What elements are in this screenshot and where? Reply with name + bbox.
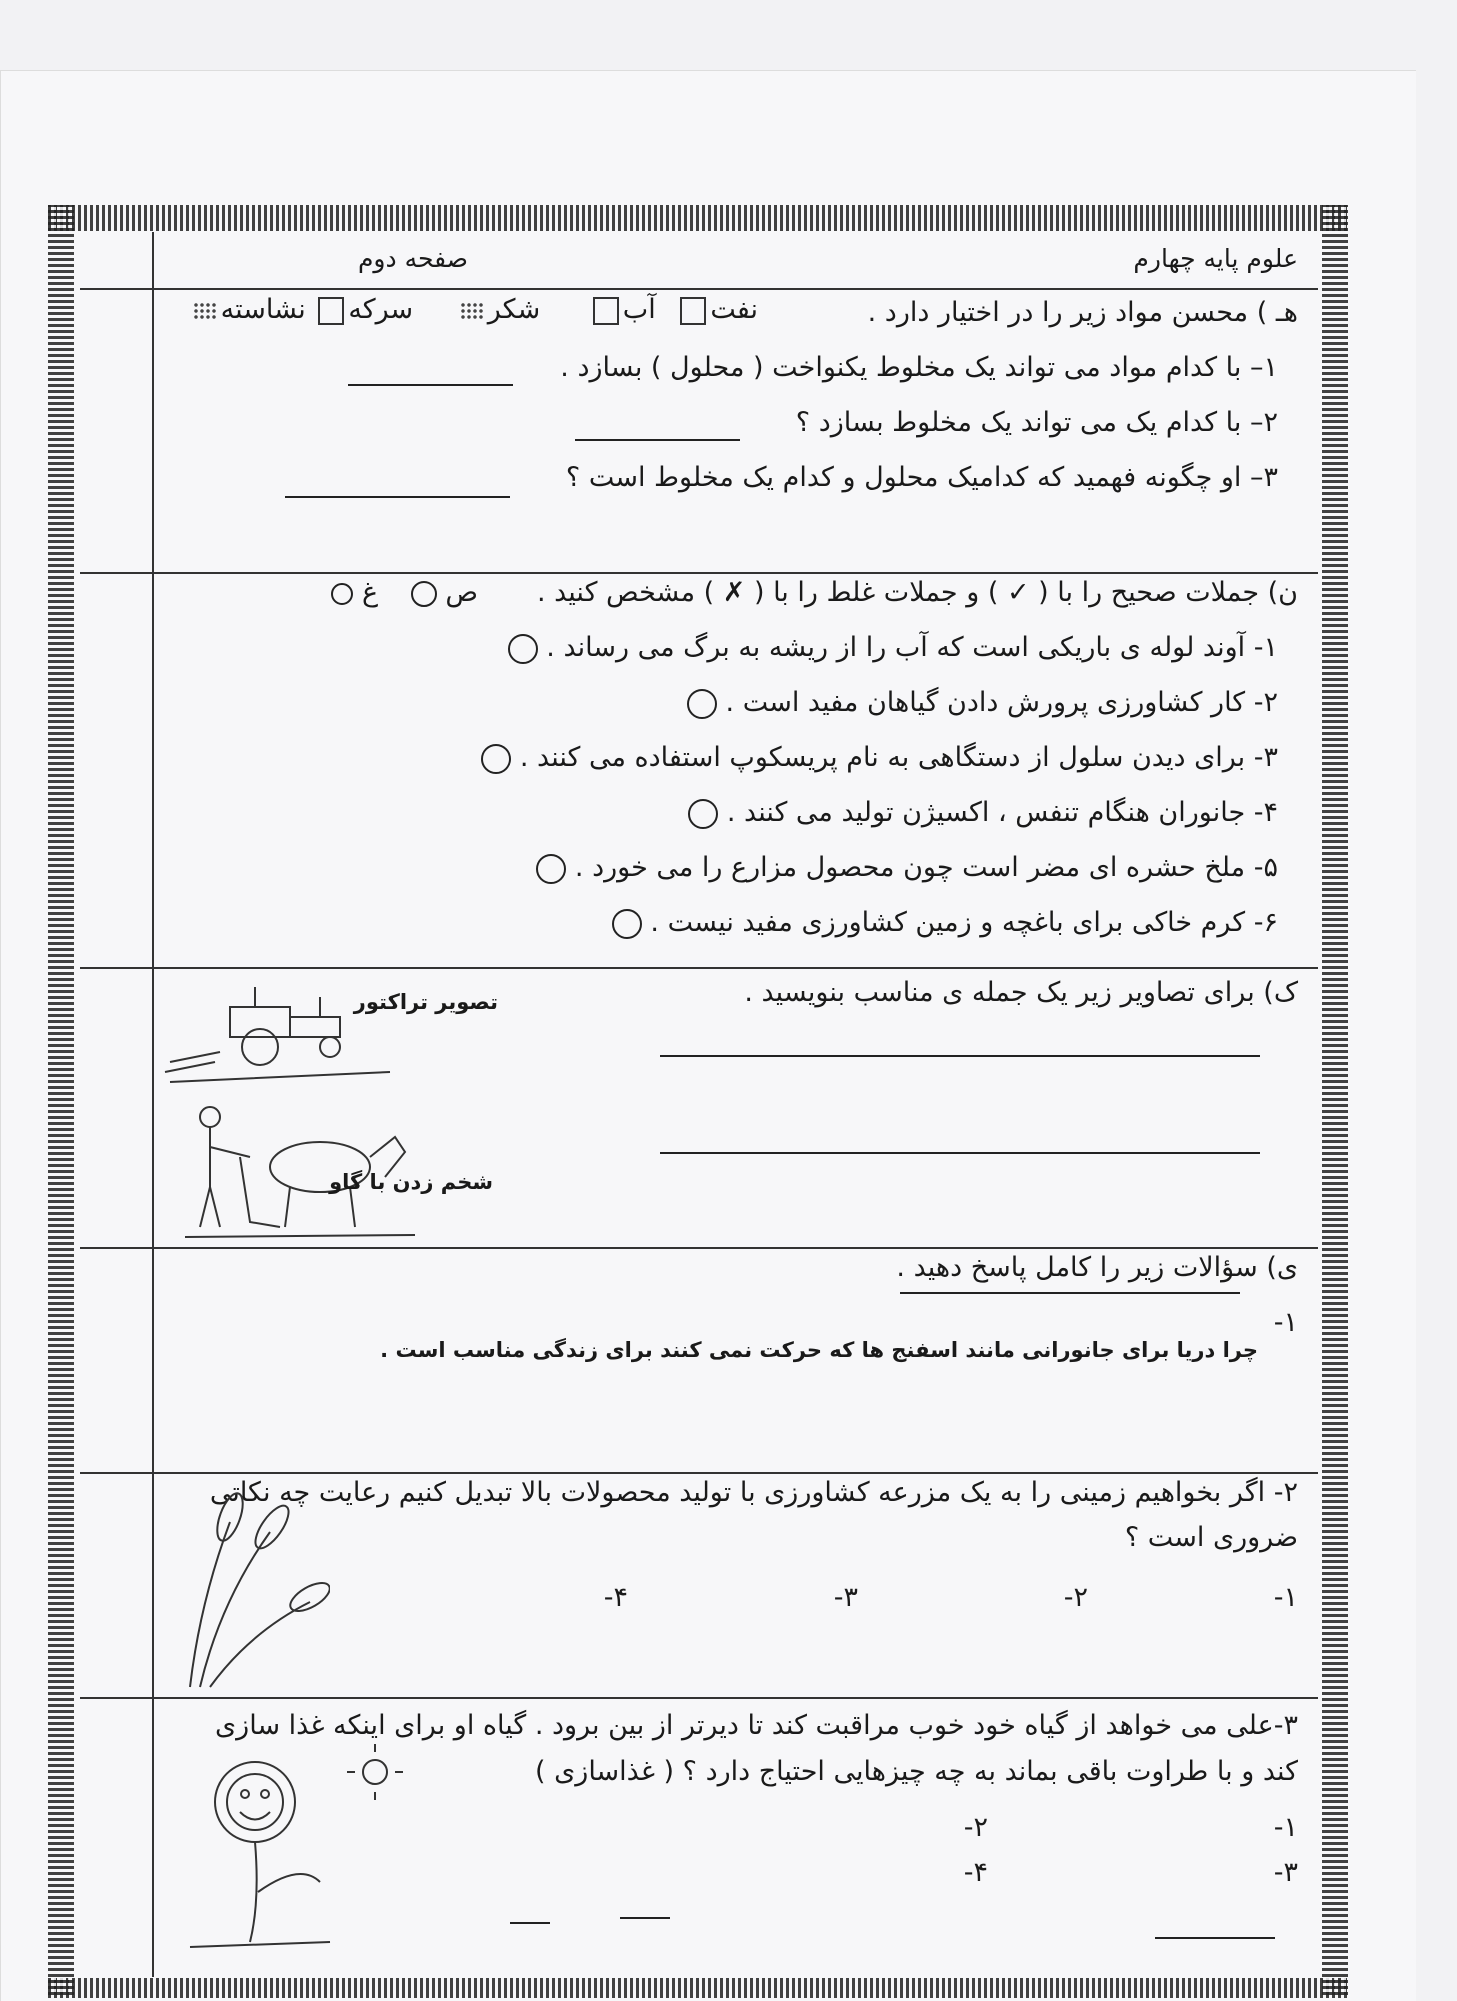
true-false-legend [325, 577, 478, 608]
tf-item-2 [681, 687, 1278, 719]
answer-blank-h2[interactable] [575, 437, 740, 441]
legend-true-label: ص [445, 577, 478, 608]
answer-line-q3c[interactable] [510, 1922, 550, 1924]
tf-item-4 [682, 797, 1278, 829]
q3-answer-2[interactable]: ۲- [963, 1812, 988, 1843]
question-2-line-1: ۲- اگر بخواهیم زمینی را به یک مزرعه کشاورزی با تولید محصولات بالا تبدیل کنیم رعایت چه نکاتی [209, 1477, 1298, 1508]
tf-item-1-text: ۱- آوند لوله ی باریکی است که آب را از ریشه به برگ می رساند . [546, 632, 1278, 663]
section-n-intro: ن) جملات صحیح را با ( ✓ ) و جملات غلط را با ( ✗ ) مشخص کنید . [536, 577, 1298, 608]
decorative-border-left [48, 205, 74, 1995]
tf-item-6-text: ۶- کرم خاکی برای باغچه و زمین کشاورزی مفید نیست . [650, 907, 1278, 938]
vinegar-bottle-icon [318, 297, 344, 325]
divider-header [80, 288, 1318, 290]
tf-answer-circle-3[interactable] [481, 744, 511, 774]
section-y-underline [900, 1292, 1240, 1294]
tf-answer-circle-4[interactable] [688, 799, 718, 829]
materials-list [189, 294, 758, 325]
q3-answer-1[interactable]: ۱- [1273, 1812, 1298, 1843]
decorative-border-right [1322, 205, 1348, 1995]
margin-column-divider [152, 232, 154, 1977]
answer-line-k1[interactable] [660, 1055, 1260, 1057]
material-sugar: شکر [487, 294, 541, 325]
section-h-question-3: ۳– او چگونه فهمید که کدامیک محلول و کدام یک مخلوط است ؟ [565, 462, 1278, 493]
decorative-border-bottom [48, 1978, 1348, 1998]
tf-item-5-text: ۵- ملخ حشره ای مضر است چون محصول مزارع را می خورد . [574, 852, 1278, 883]
q2-answer-4[interactable]: ۴- [603, 1582, 628, 1613]
divider-question-2 [80, 1697, 1318, 1699]
question-1-number: ۱- [1273, 1307, 1298, 1338]
answer-line-q3b[interactable] [620, 1917, 670, 1919]
tf-item-6 [606, 907, 1278, 939]
tf-answer-circle-6[interactable] [612, 909, 642, 939]
wheat-drawing-icon [170, 1482, 330, 1692]
exam-subject-title: علوم پایه چهارم [1133, 244, 1298, 273]
flower-drawing-icon [180, 1742, 420, 1962]
section-y-intro: ی) سؤالات زیر را کامل پاسخ دهید . [896, 1252, 1298, 1283]
divider-question-1 [80, 1472, 1318, 1474]
material-oil: نفت [710, 294, 758, 325]
starch-powder-icon [193, 302, 217, 320]
decorative-border-top [48, 205, 1348, 231]
question-1-text: چرا دریا برای جانورانی مانند اسفنج ها که حرکت نمی کنند برای زندگی مناسب است . [380, 1338, 1258, 1362]
divider-section-k [80, 1247, 1318, 1249]
tf-answer-circle-2[interactable] [687, 689, 717, 719]
tf-answer-circle-1[interactable] [508, 634, 538, 664]
question-2-line-2: ضروری است ؟ [1124, 1522, 1298, 1553]
water-container-icon [593, 297, 619, 325]
oil-container-icon [680, 297, 706, 325]
legend-false-label: غ [362, 577, 379, 608]
section-k-intro: ک) برای تصاویر زیر یک جمله ی مناسب بنویسید . [744, 977, 1298, 1008]
q3-answer-4[interactable]: ۴- [963, 1857, 988, 1888]
sugar-grains-icon [460, 302, 484, 320]
divider-section-h [80, 572, 1318, 574]
tf-item-1 [502, 632, 1278, 664]
section-h-intro: هـ ) محسن مواد زیر را در اختیار دارد . [867, 297, 1298, 328]
question-3-line-1: ۳-علی می خواهد از گیاه خود خوب مراقبت کند تا دیرتر از بین برود . گیاه او برای اینکه غذا سازی [215, 1710, 1298, 1741]
answer-line-k2[interactable] [660, 1152, 1260, 1154]
answer-line-q3a[interactable] [1155, 1937, 1275, 1939]
q2-answer-3[interactable]: ۳- [833, 1582, 858, 1613]
section-h-question-1: ۱– با کدام مواد می تواند یک مخلوط یکنواخت ( محلول ) بسازد . [560, 352, 1278, 383]
q3-answer-3[interactable]: ۳- [1273, 1857, 1298, 1888]
tf-item-3 [475, 742, 1278, 774]
tf-item-4-text: ۴- جانوران هنگام تنفس ، اکسیژن تولید می کنند . [726, 797, 1278, 828]
question-3-line-2: کند و با طراوت باقی بماند به چه چیزهایی احتیاج دارد ؟ ( غذاسازی ) [535, 1756, 1298, 1787]
material-vinegar: سرکه [348, 294, 414, 325]
answer-blank-h1[interactable] [348, 382, 513, 386]
q2-answer-1[interactable]: ۱- [1273, 1582, 1298, 1613]
legend-check-icon [411, 581, 437, 607]
material-starch: نشاسته [220, 294, 306, 325]
tf-item-5 [530, 852, 1278, 884]
tf-item-2-text: ۲- کار کشاورزی پرورش دادن گیاهان مفید است . [725, 687, 1278, 718]
exam-frame [80, 232, 1318, 1977]
tf-answer-circle-5[interactable] [536, 854, 566, 884]
material-water: آب [622, 294, 656, 325]
section-h-question-2: ۲– با کدام یک می تواند یک مخلوط بسازد ؟ [795, 407, 1278, 438]
answer-blank-h3[interactable] [285, 494, 510, 498]
ox-plowing-caption: شخم زدن با گاو [329, 1170, 493, 1194]
legend-cross-icon [331, 583, 353, 605]
page-number-label: صفحه دوم [357, 244, 468, 273]
divider-section-n [80, 967, 1318, 969]
q2-answer-2[interactable]: ۲- [1063, 1582, 1088, 1613]
tractor-caption: تصویر تراکتور [353, 990, 498, 1014]
tf-item-3-text: ۳- برای دیدن سلول از دستگاهی به نام پریسکوپ استفاده می کنند . [519, 742, 1278, 773]
